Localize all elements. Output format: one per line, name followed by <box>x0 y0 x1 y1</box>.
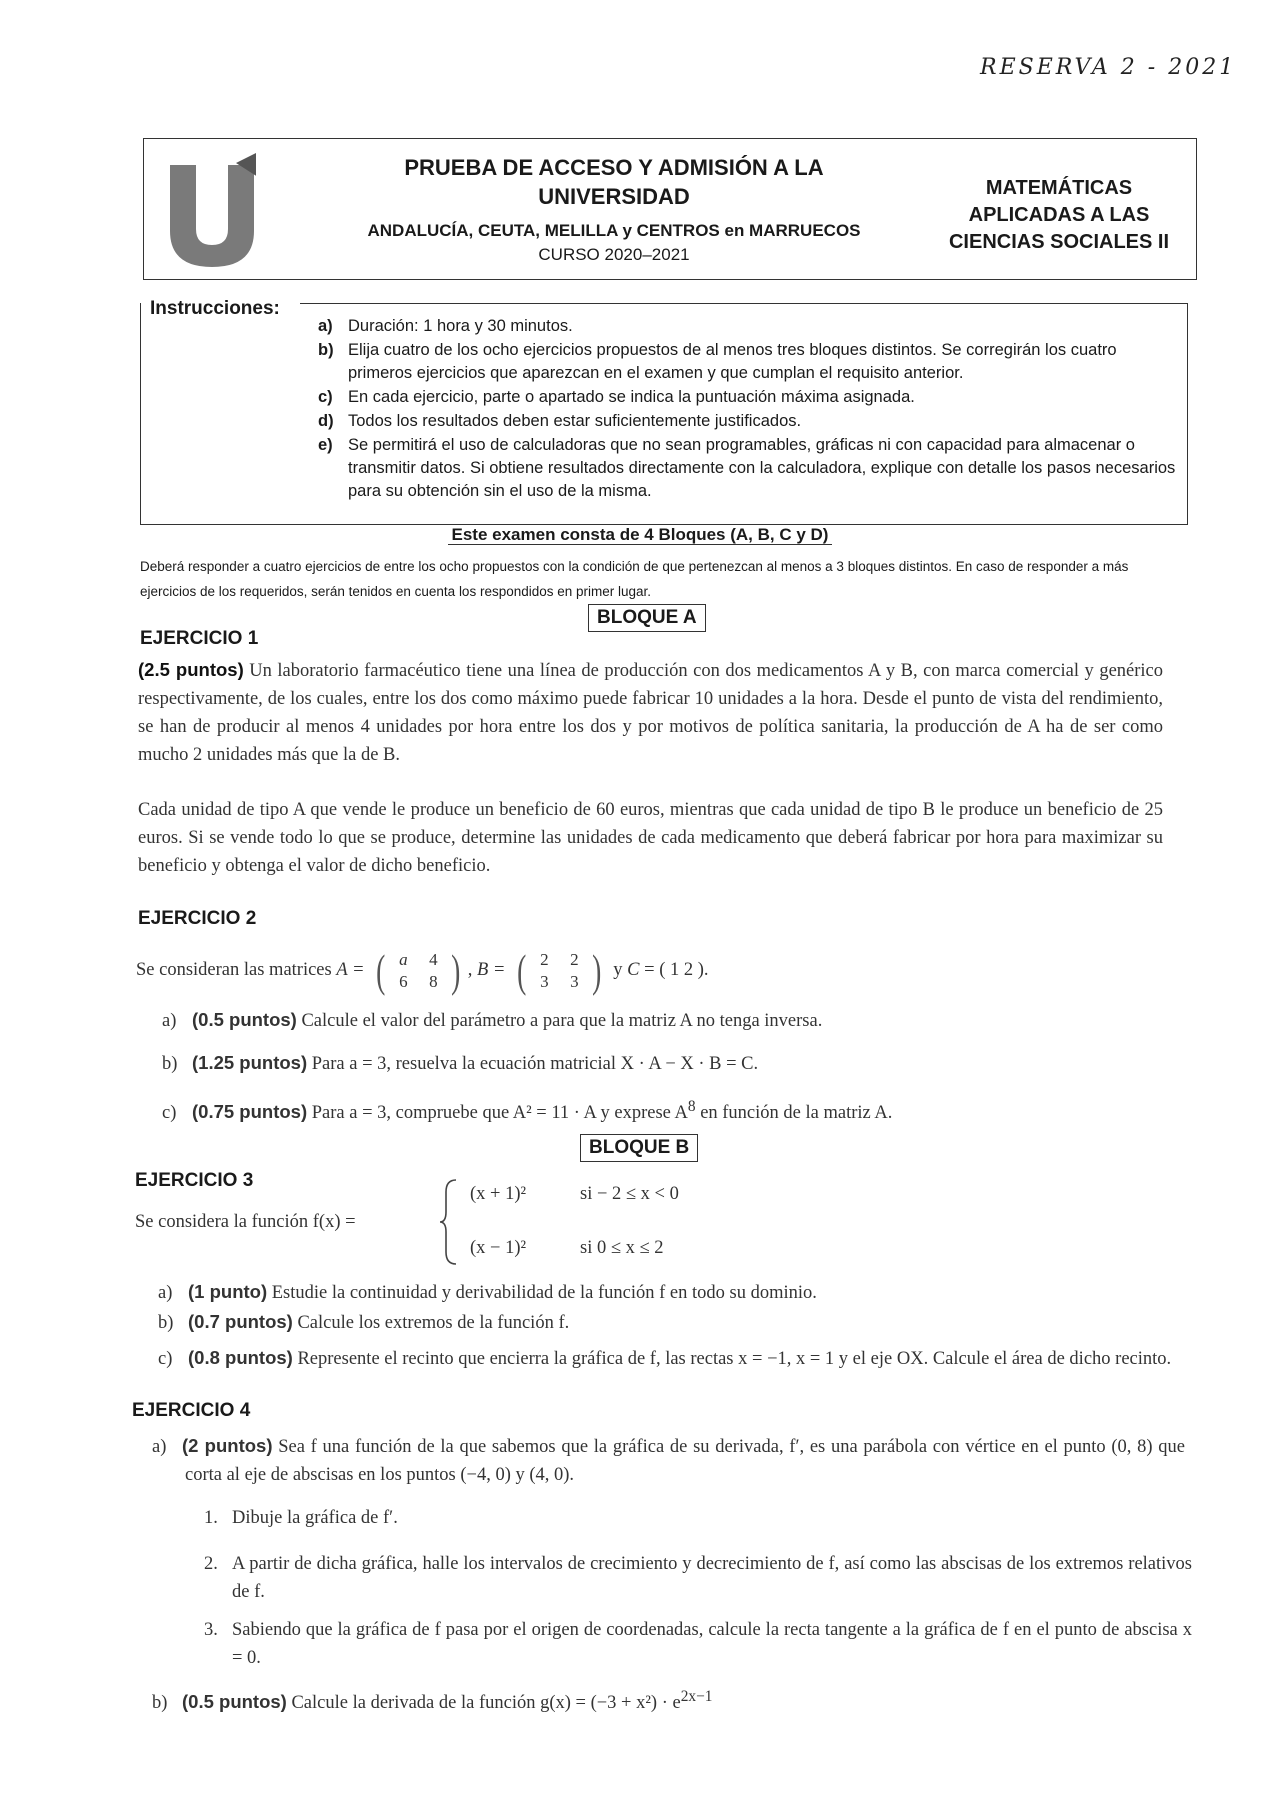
ejercicio-3-function-intro: Se considera la función f(x) = <box>135 1212 356 1232</box>
ejercicio-2-title: EJERCICIO 2 <box>138 908 257 929</box>
instruction-item: c) En cada ejercicio, parte o apartado se indica la puntuación máxima asignada. <box>318 388 915 406</box>
exam-course: CURSO 2020–2021 <box>538 245 690 264</box>
ejercicio-3-c: c) (0.8 puntos) Represente el recinto que encierra la gráfica de f, las rectas x = −1, x = 1 y el eje OX. Calcule el área de dicho recinto. <box>158 1347 1172 1369</box>
answer-note: Deberá responder a cuatro ejercicios de entre los ocho propuestos con la condición de que pertenezcan al menos a 3 bloques distintos. En caso de responder a más ejercicios de los requeridos, serán tenidos en cuenta los respondidos en primer lugar. <box>140 559 1129 599</box>
ejercicio-4-a-1: 1. Dibuje la gráfica de f′. <box>204 1508 398 1528</box>
instructions-divider <box>300 303 1188 304</box>
ejercicio-2-a: a) (0.5 puntos) Calcule el valor del parámetro a para que la matriz A no tenga inversa. <box>162 1009 823 1031</box>
ejercicio-2-matrices: Se consideran las matrices A = ( a 4 6 8 ) , B = ( 2 2 3 3 ) y C = ( 1 2 ). <box>136 944 709 996</box>
instruction-item: e) Se permitirá el uso de calculadoras que no sean programables, gráficas ni con capacidad para almacenar o transmitir datos. Si obtiene resultados directamente con la calculadora, explique con detalle los pasos necesarios para su obtención sin el uso de la misma. <box>318 436 1176 500</box>
handwritten-note: RESERVA 2 - 2021 <box>980 55 1237 80</box>
matrix-a: ( a 4 6 8 ) <box>376 944 461 996</box>
bloque-a-heading: BLOQUE A <box>588 604 706 632</box>
ejercicio-2-b: b) (1.25 puntos) Para a = 3, resuelva la ecuación matricial X · A − X · B = C. <box>162 1052 759 1074</box>
piecewise-brace <box>440 1178 460 1266</box>
ejercicio-1-statement-2: Cada unidad de tipo A que vende le produce un beneficio de 60 euros, mientras que cada unidad de tipo B le produce un beneficio de 25 euros. Si se vende todo lo que se produce, determine las unidades de cada medicamento que deberá fabricar por hora para maximizar su beneficio y obtenga el valor de dicho beneficio. <box>138 800 1163 876</box>
instruction-item: d) Todos los resultados deben estar suficientemente justificados. <box>318 412 802 430</box>
header-box <box>143 138 1197 280</box>
ejercicio-4-b: b) (0.5 puntos) Calcule la derivada de la función $g(x) = (-3 + x^2) \cdot e^{2x-1}$ <box>152 1688 713 1714</box>
ejercicio-3-a: a) (1 punto) Estudie la continuidad y derivabilidad de la función f en todo su dominio. <box>158 1281 817 1303</box>
instructions-label: Instrucciones: <box>150 298 280 319</box>
ejercicio-1-title: EJERCICIO 1 <box>140 628 259 649</box>
exam-blocks-heading: Este examen consta de 4 Bloques (A, B, C y D) <box>0 525 1280 545</box>
piecewise-case-1: (x + 1)² si − 2 ≤ x < 0 <box>470 1184 679 1204</box>
bloque-b-heading: BLOQUE B <box>580 1134 698 1162</box>
ejercicio-4-a-2: 2. A partir de dicha gráfica, halle los intervalos de crecimiento y decrecimiento de f, así como las abscisas de los extremos relativos de f. <box>204 1554 1192 1602</box>
ejercicio-4-a-3: 3. Sabiendo que la gráfica de f pasa por el origen de coordenadas, calcule la recta tangente a la gráfica de f en el punto de abscisa x = 0. <box>204 1620 1192 1668</box>
exam-subject: MATEMÁTICAS APLICADAS A LAS CIENCIAS SOCIALES II <box>948 177 1170 253</box>
piecewise-case-2: (x − 1)² si 0 ≤ x ≤ 2 <box>470 1238 664 1258</box>
university-logo <box>166 149 256 269</box>
matrix-c: ( 1 2 ). <box>659 960 709 980</box>
ejercicio-2-c: c) (0.75 puntos) Para a = 3, compruebe que A² = 11 · A y exprese $A^8$ en función de la matriz A. <box>162 1098 893 1124</box>
exam-region: ANDALUCÍA, CEUTA, MELILLA y CENTROS en MARRUECOS <box>367 221 861 240</box>
instruction-item: a) Duración: 1 hora y 30 minutos. <box>318 317 573 335</box>
ejercicio-1-statement: (2.5 puntos) Un laboratorio farmacéutico tiene una línea de producción con dos medicamentos A y B, con marca comercial y genérico respectivamente, de los cuales, entre los dos como máximo puede fabricar 10 unidades a la hora. Desde el punto de vista del rendimiento, se han de producir al menos 4 unidades por hora entre los dos y por motivos de política sanitaria, la producción de A ha de ser como mucho 2 unidades más que la de B. <box>138 659 1164 765</box>
matrix-b: ( 2 2 3 3 ) <box>517 944 602 996</box>
ejercicio-4-a: a) (2 puntos) Sea f una función de la que sabemos que la gráfica de su derivada, f′, es una parábola con vértice en el punto (0, 8) que corta al eje de abscisas en los puntos (−4, 0) y (4, 0). <box>152 1435 1186 1485</box>
instructions-list <box>318 315 1180 504</box>
ejercicio-3-title: EJERCICIO 3 <box>135 1170 254 1191</box>
ejercicio-3-b: b) (0.7 puntos) Calcule los extremos de la función f. <box>158 1311 570 1333</box>
instruction-item: b) Elija cuatro de los ocho ejercicios propuestos de al menos tres bloques distintos. Se corregirán los cuatro primeros ejercicios que aparezcan en el examen y que cumplan el requisito anterior. <box>318 341 1117 382</box>
ejercicio-4-title: EJERCICIO 4 <box>132 1400 251 1421</box>
exam-title: PRUEBA DE ACCESO Y ADMISIÓN A LA UNIVERSIDAD <box>404 155 824 209</box>
